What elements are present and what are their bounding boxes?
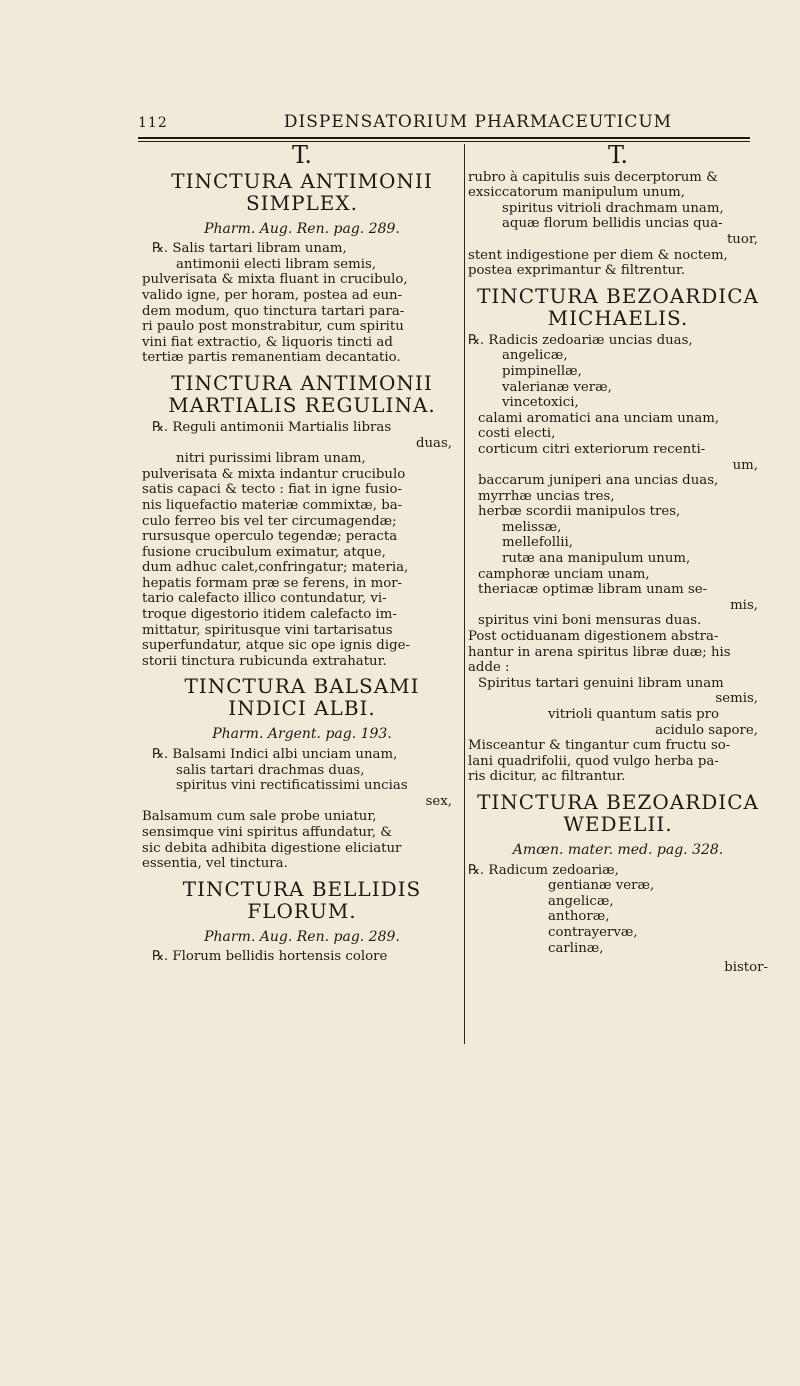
tinctura-antimonii-simplex-line: vini fiat extractio, & liquoris tincti ad bbox=[142, 334, 393, 350]
tinctura-antimonii-martialis-line: nitri purissimi libram unam, bbox=[176, 451, 366, 467]
section-letter: T. bbox=[607, 141, 629, 169]
tinctura-antimonii-martialis-line: hepatis formam præ se ferens, in mor- bbox=[142, 575, 403, 591]
tinctura-balsami-line: essentia, vel tinctura. bbox=[142, 856, 288, 872]
tinctura-antimonii-martialis-line: storii tinctura rubicunda extrahatur. bbox=[142, 653, 387, 669]
catchword: bistor- bbox=[724, 960, 768, 976]
continued-text-line: rubro à capitulis suis decerptorum & bbox=[468, 169, 718, 185]
tinctura-bezoardica-michaelis-line: mis, bbox=[730, 597, 758, 613]
tinctura-bezoardica-michaelis-line: um, bbox=[732, 457, 758, 473]
tinctura-bezoardica-michaelis-line: adde : bbox=[468, 660, 510, 676]
tinctura-balsami-line: sex, bbox=[425, 793, 452, 809]
tinctura-bezoardica-michaelis-line: Spiritus tartari genuini libram unam bbox=[478, 675, 724, 691]
tinctura-antimonii-simplex-title: TINCTURA ANTIMONII SIMPLEX. bbox=[171, 168, 433, 215]
column-divider bbox=[464, 144, 465, 1044]
tinctura-bezoardica-michaelis-line: mellefollii, bbox=[502, 535, 574, 551]
tinctura-antimonii-simplex-line: ri paulo post monstrabitur, cum spiritu bbox=[142, 319, 404, 335]
tinctura-bezoardica-michaelis-line: melissæ, bbox=[502, 519, 562, 535]
left-column bbox=[142, 141, 462, 965]
tinctura-balsami-line: sic debita adhibita digestione eliciatur bbox=[142, 840, 402, 856]
tinctura-bezoardica-wedelii-line: anthoræ, bbox=[548, 909, 610, 925]
tinctura-antimonii-simplex-line: ℞. Salis tartari libram unam, bbox=[152, 241, 347, 257]
section-letter: T. bbox=[291, 141, 313, 169]
tinctura-bezoardica-michaelis-line: vitrioli quantum satis pro bbox=[548, 707, 720, 722]
tinctura-antimonii-martialis-line: tario calefacto illico contundatur, vi- bbox=[142, 591, 387, 607]
tinctura-bezoardica-michaelis-line: ℞. Radicis zedoariæ uncias duas, bbox=[468, 332, 693, 348]
tinctura-bezoardica-wedelii-line: angelicæ, bbox=[548, 893, 614, 909]
tinctura-balsami-line: salis tartari drachmas duas, bbox=[176, 762, 365, 778]
tinctura-bezoardica-michaelis-title: TINCTURA BEZOARDICA MICHAELIS. bbox=[477, 283, 759, 330]
tinctura-antimonii-martialis-title: TINCTURA ANTIMONII MARTIALIS REGULINA. bbox=[168, 370, 436, 417]
continued-text-line: postea exprimantur & filtrentur. bbox=[468, 263, 686, 279]
tinctura-bezoardica-michaelis-line: vincetoxici, bbox=[502, 395, 579, 411]
tinctura-antimonii-simplex-source: Pharm. Aug. Ren. pag. 289. bbox=[204, 220, 400, 237]
tinctura-bezoardica-michaelis-line: rutæ ana manipulum unum, bbox=[502, 551, 691, 567]
continued-text-line: stent indigestione per diem & noctem, bbox=[468, 247, 728, 263]
tinctura-bezoardica-michaelis-line: ris dicitur, ac filtrantur. bbox=[468, 769, 626, 785]
running-head bbox=[138, 112, 738, 132]
page-number: 112 bbox=[138, 115, 168, 131]
tinctura-bezoardica-wedelii-line: carlinæ, bbox=[548, 940, 604, 956]
tinctura-bezoardica-michaelis-line: camphoræ unciam unam, bbox=[478, 566, 650, 582]
tinctura-antimonii-simplex-line: valido igne, per horam, postea ad eun- bbox=[142, 287, 403, 303]
tinctura-bellidis-title: TINCTURA BELLIDIS FLORUM. bbox=[182, 876, 422, 923]
tinctura-bezoardica-michaelis-line: baccarum juniperi ana uncias duas, bbox=[478, 473, 719, 489]
tinctura-antimonii-martialis-line: nis liquefactio materiæ commixtæ, ba- bbox=[142, 497, 403, 513]
tinctura-balsami-source: Pharm. Argent. pag. 193. bbox=[212, 726, 392, 743]
tinctura-antimonii-martialis-line: superfundatur, atque sic ope ignis dige- bbox=[142, 638, 410, 654]
tinctura-bezoardica-michaelis-line: lani quadrifolii, quod vulgo herba pa- bbox=[468, 753, 719, 769]
tinctura-bezoardica-michaelis-line: Post octiduanam digestionem abstra- bbox=[468, 629, 719, 645]
tinctura-antimonii-simplex-line: tertiæ partis remanentiam decantatio. bbox=[142, 350, 401, 366]
tinctura-bezoardica-michaelis-line: spiritus vini boni mensuras duas. bbox=[478, 613, 702, 629]
tinctura-antimonii-martialis-line: mittatur, spiritusque vini tartarisatus bbox=[142, 622, 393, 638]
tinctura-balsami-line: Balsamum cum sale probe uniatur, bbox=[142, 809, 377, 825]
tinctura-antimonii-martialis-line: satis capaci & tecto : fiat in igne fusio- bbox=[142, 482, 403, 498]
tinctura-bezoardica-wedelii-line: contrayervæ, bbox=[548, 924, 638, 940]
tinctura-bezoardica-michaelis-line: myrrhæ uncias tres, bbox=[478, 488, 615, 504]
tinctura-bezoardica-michaelis-line: semis, bbox=[715, 691, 758, 707]
continued-text-line: aquæ florum bellidis uncias qua- bbox=[502, 216, 723, 232]
tinctura-bezoardica-michaelis-line: pimpinellæ, bbox=[502, 363, 582, 379]
tinctura-antimonii-martialis-line: rursusque operculo tegendæ; peracta bbox=[142, 529, 398, 545]
continued-text-line: exsiccatorum manipulum unum, bbox=[468, 185, 685, 201]
tinctura-bellidis-line: ℞. Florum bellidis hortensis colore bbox=[152, 949, 388, 965]
tinctura-bezoardica-michaelis-line: corticum citri exteriorum recenti- bbox=[478, 441, 706, 457]
tinctura-bezoardica-wedelii-title: TINCTURA BEZOARDICA WEDELII. bbox=[477, 789, 759, 836]
running-title: DISPENSATORIUM PHARMACEUTICUM bbox=[283, 112, 673, 132]
tinctura-antimonii-martialis-line: duas, bbox=[415, 435, 452, 451]
tinctura-antimonii-simplex-line: dem modum, quo tinctura tartari para- bbox=[142, 303, 405, 319]
continued-text-line: spiritus vitrioli drachmam unam, bbox=[502, 200, 724, 216]
header-rule-thin bbox=[138, 141, 750, 142]
tinctura-antimonii-martialis-line: pulverisata & mixta indantur crucibulo bbox=[142, 466, 406, 482]
continued-text-line: tuor, bbox=[726, 231, 758, 247]
tinctura-antimonii-simplex-line: antimonii electi libram semis, bbox=[176, 256, 376, 272]
header-rule bbox=[138, 137, 750, 139]
tinctura-antimonii-martialis-line: ℞. Reguli antimonii Martialis libras bbox=[152, 419, 392, 435]
tinctura-bezoardica-wedelii-line: ℞. Radicum zedoariæ, bbox=[468, 862, 619, 878]
tinctura-bezoardica-michaelis-line: valerianæ veræ, bbox=[502, 379, 612, 395]
tinctura-bezoardica-michaelis-line: angelicæ, bbox=[502, 348, 568, 364]
tinctura-bezoardica-michaelis-line: calami aromatici ana unciam unam, bbox=[478, 410, 720, 426]
tinctura-bezoardica-michaelis-line: hantur in arena spiritus libræ duæ; his bbox=[468, 644, 731, 660]
tinctura-bezoardica-michaelis-line: Misceantur & tingantur cum fructu so- bbox=[468, 738, 731, 754]
tinctura-antimonii-martialis-line: culo ferreo bis vel ter circumagendæ; bbox=[142, 513, 397, 529]
tinctura-bezoardica-michaelis-line: theriacæ optimæ libram unam se- bbox=[478, 582, 708, 598]
tinctura-bezoardica-michaelis-line: acidulo sapore, bbox=[655, 722, 758, 738]
tinctura-bellidis-source: Pharm. Aug. Ren. pag. 289. bbox=[204, 928, 400, 945]
tinctura-balsami-title: TINCTURA BALSAMI INDICI ALBI. bbox=[184, 674, 420, 721]
tinctura-antimonii-martialis-line: dum adhuc calet,confringatur; materia, bbox=[142, 560, 409, 576]
tinctura-bezoardica-michaelis-line: herbæ scordii manipulos tres, bbox=[478, 504, 681, 520]
tinctura-antimonii-simplex-line: pulverisata & mixta fluant in crucibulo, bbox=[142, 272, 408, 288]
tinctura-antimonii-martialis-line: troque digestorio itidem calefacto im- bbox=[142, 607, 397, 623]
tinctura-balsami-line: spiritus vini rectificatissimi uncias bbox=[176, 778, 408, 794]
tinctura-antimonii-martialis-line: fusione crucibulum eximatur, atque, bbox=[142, 544, 386, 560]
tinctura-bezoardica-wedelii-line: gentianæ veræ, bbox=[548, 878, 655, 894]
tinctura-balsami-line: ℞. Balsami Indici albi unciam unam, bbox=[152, 747, 398, 763]
right-column bbox=[468, 141, 768, 976]
tinctura-bezoardica-michaelis-line: costi electi, bbox=[478, 426, 556, 442]
tinctura-balsami-line: sensimque vini spiritus affundatur, & bbox=[142, 825, 393, 840]
tinctura-bezoardica-wedelii-source: Amœn. mater. med. pag. 328. bbox=[512, 841, 724, 858]
